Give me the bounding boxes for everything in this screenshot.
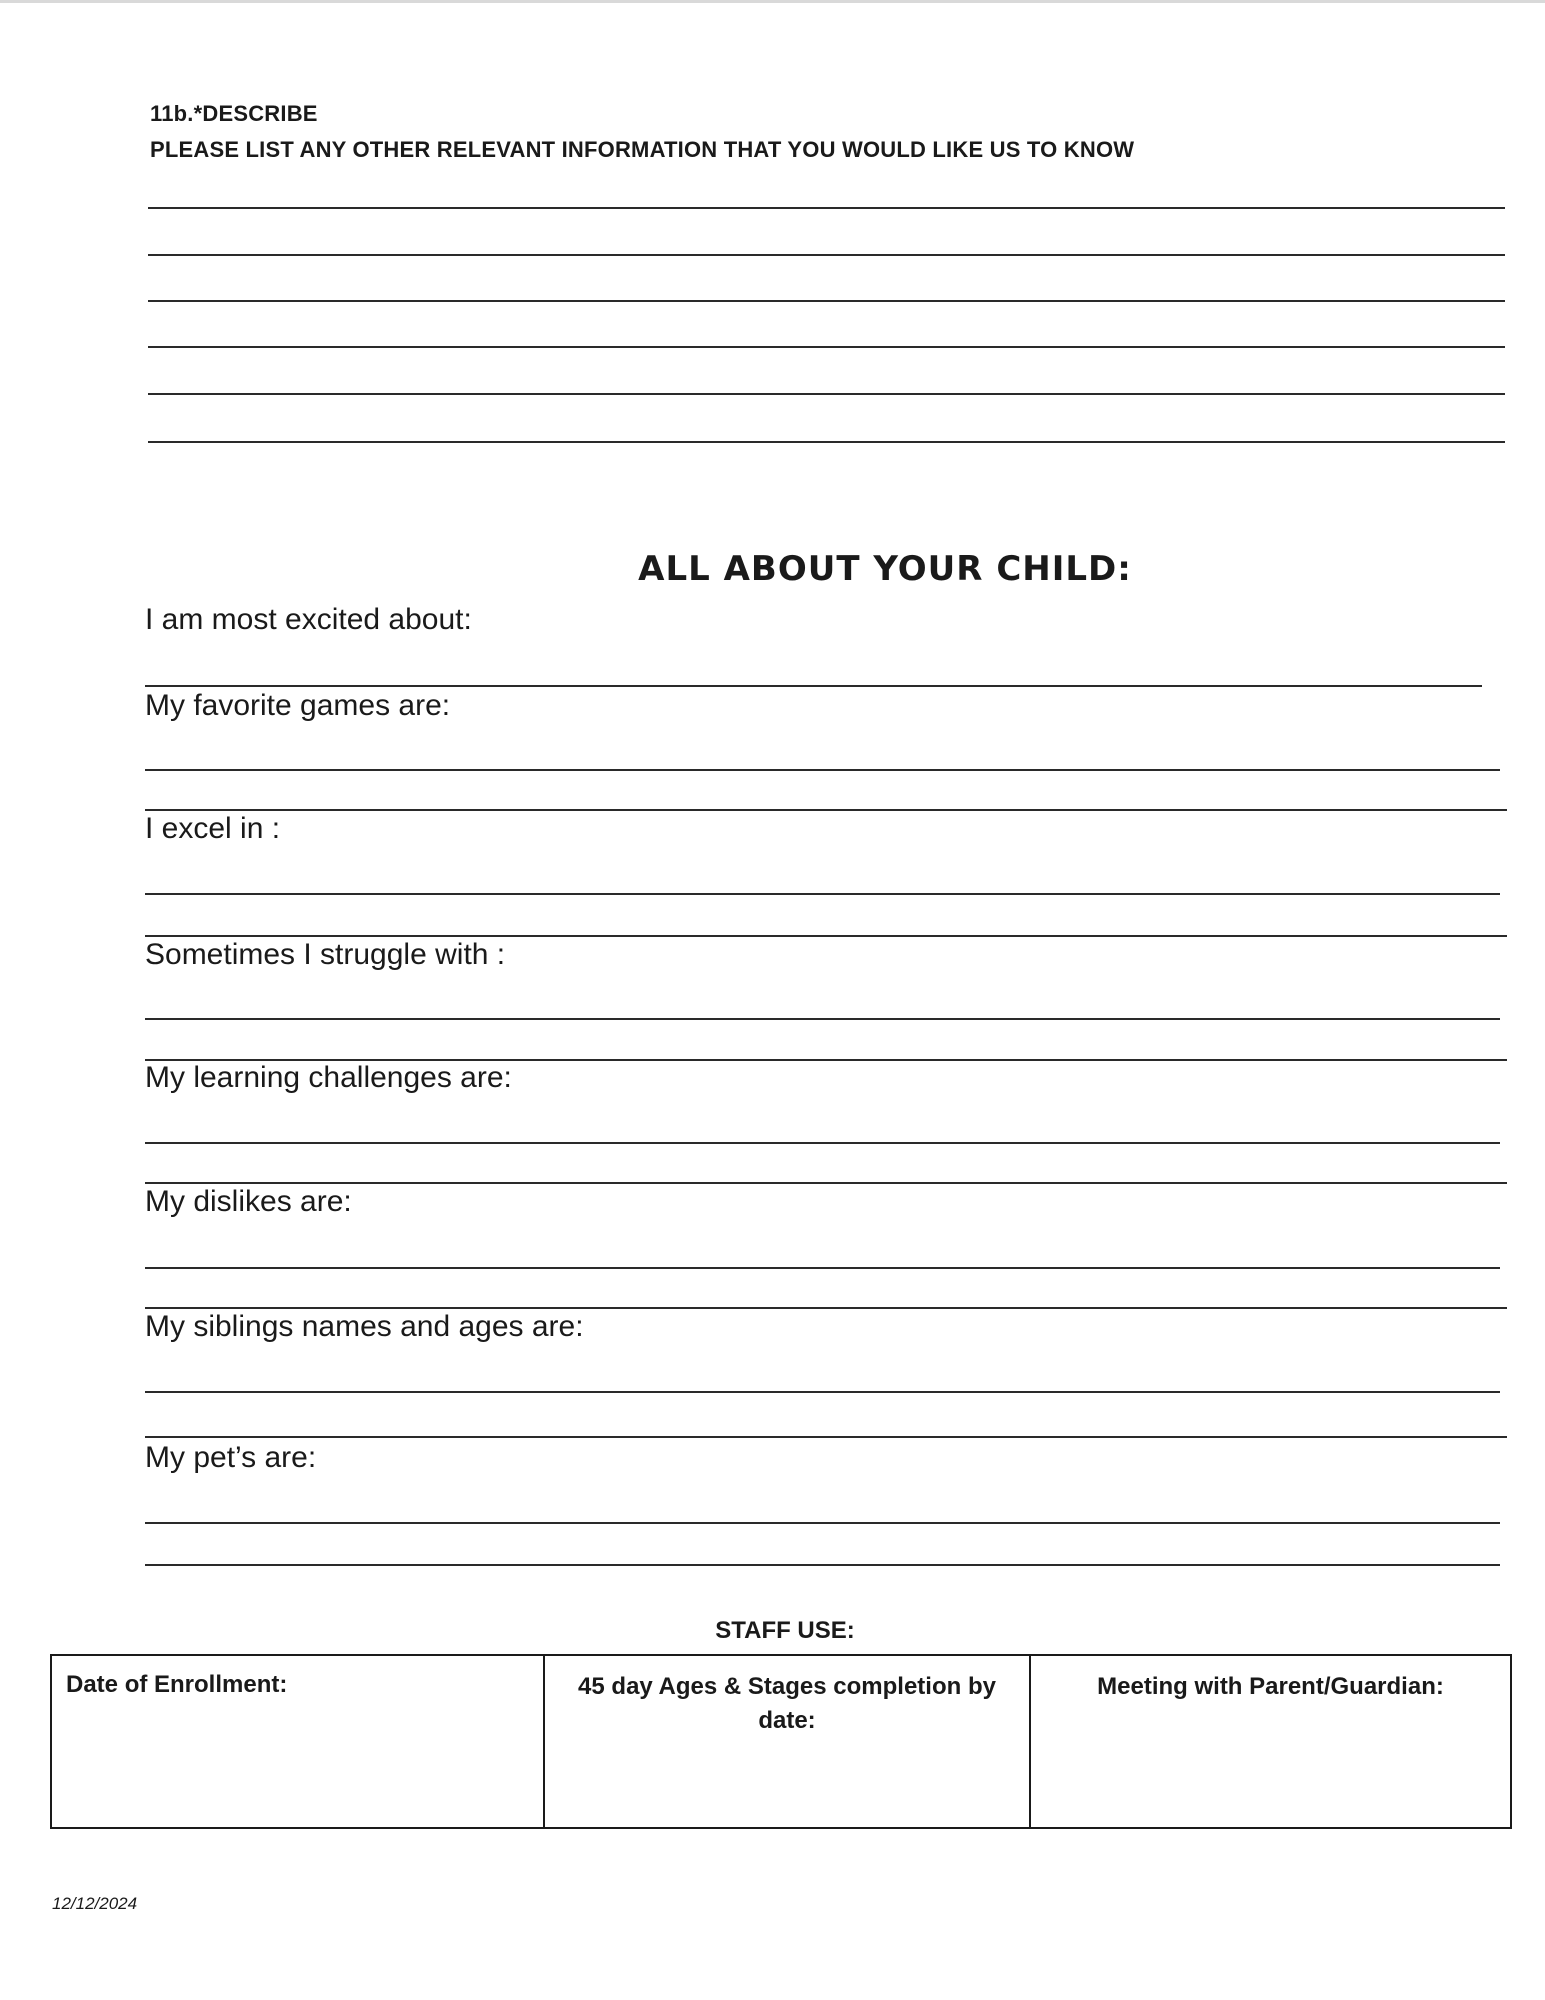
answer-line[interactable] (145, 1307, 1507, 1309)
answer-line[interactable] (145, 1018, 1500, 1020)
answer-line[interactable] (145, 809, 1507, 811)
section-number: 11b.*DESCRIBE (150, 101, 318, 126)
answer-line[interactable] (145, 1391, 1500, 1393)
prompt-label: My dislikes are: (145, 1185, 352, 1218)
staff-use-table (50, 1654, 1512, 1829)
answer-line[interactable] (145, 1522, 1500, 1524)
answer-line[interactable] (148, 254, 1505, 256)
answer-line[interactable] (148, 300, 1505, 302)
meeting-parent-guardian-cell[interactable]: Meeting with Parent/Guardian: (1029, 1656, 1510, 1827)
prompt-label: I excel in : (145, 812, 281, 845)
answer-line[interactable] (145, 935, 1507, 937)
answer-line[interactable] (145, 1142, 1500, 1144)
prompt-label: My favorite games are: (145, 689, 451, 722)
prompt-label: Sometimes I struggle with : (145, 938, 506, 971)
answer-line[interactable] (145, 769, 1500, 771)
page-top-edge (0, 0, 1545, 3)
prompt-label: My siblings names and ages are: (145, 1310, 584, 1343)
answer-line[interactable] (148, 441, 1505, 443)
answer-line[interactable] (145, 1564, 1500, 1566)
answer-line[interactable] (145, 1436, 1507, 1438)
staff-use-title: STAFF USE: (715, 1617, 855, 1644)
date-of-enrollment-cell[interactable]: Date of Enrollment: (66, 1671, 288, 1698)
prompt-label: My pet’s are: (145, 1441, 317, 1474)
answer-line[interactable] (145, 685, 1482, 687)
section-instruction: PLEASE LIST ANY OTHER RELEVANT INFORMATION THAT YOU WOULD LIKE US TO KNOW (150, 137, 1135, 162)
answer-line[interactable] (148, 207, 1505, 209)
revision-date: 12/12/2024 (52, 1894, 138, 1913)
section-heading: ALL ABOUT YOUR CHILD: (638, 549, 1132, 589)
answer-line[interactable] (145, 1267, 1500, 1269)
answer-line[interactable] (145, 1182, 1507, 1184)
prompt-label: I am most excited about: (145, 603, 472, 636)
answer-line[interactable] (145, 1059, 1507, 1061)
prompt-label: My learning challenges are: (145, 1061, 512, 1094)
answer-line[interactable] (148, 346, 1505, 348)
answer-line[interactable] (148, 393, 1505, 395)
ages-stages-completion-cell[interactable]: 45 day Ages & Stages completion by date: (543, 1656, 1029, 1827)
answer-line[interactable] (145, 893, 1500, 895)
